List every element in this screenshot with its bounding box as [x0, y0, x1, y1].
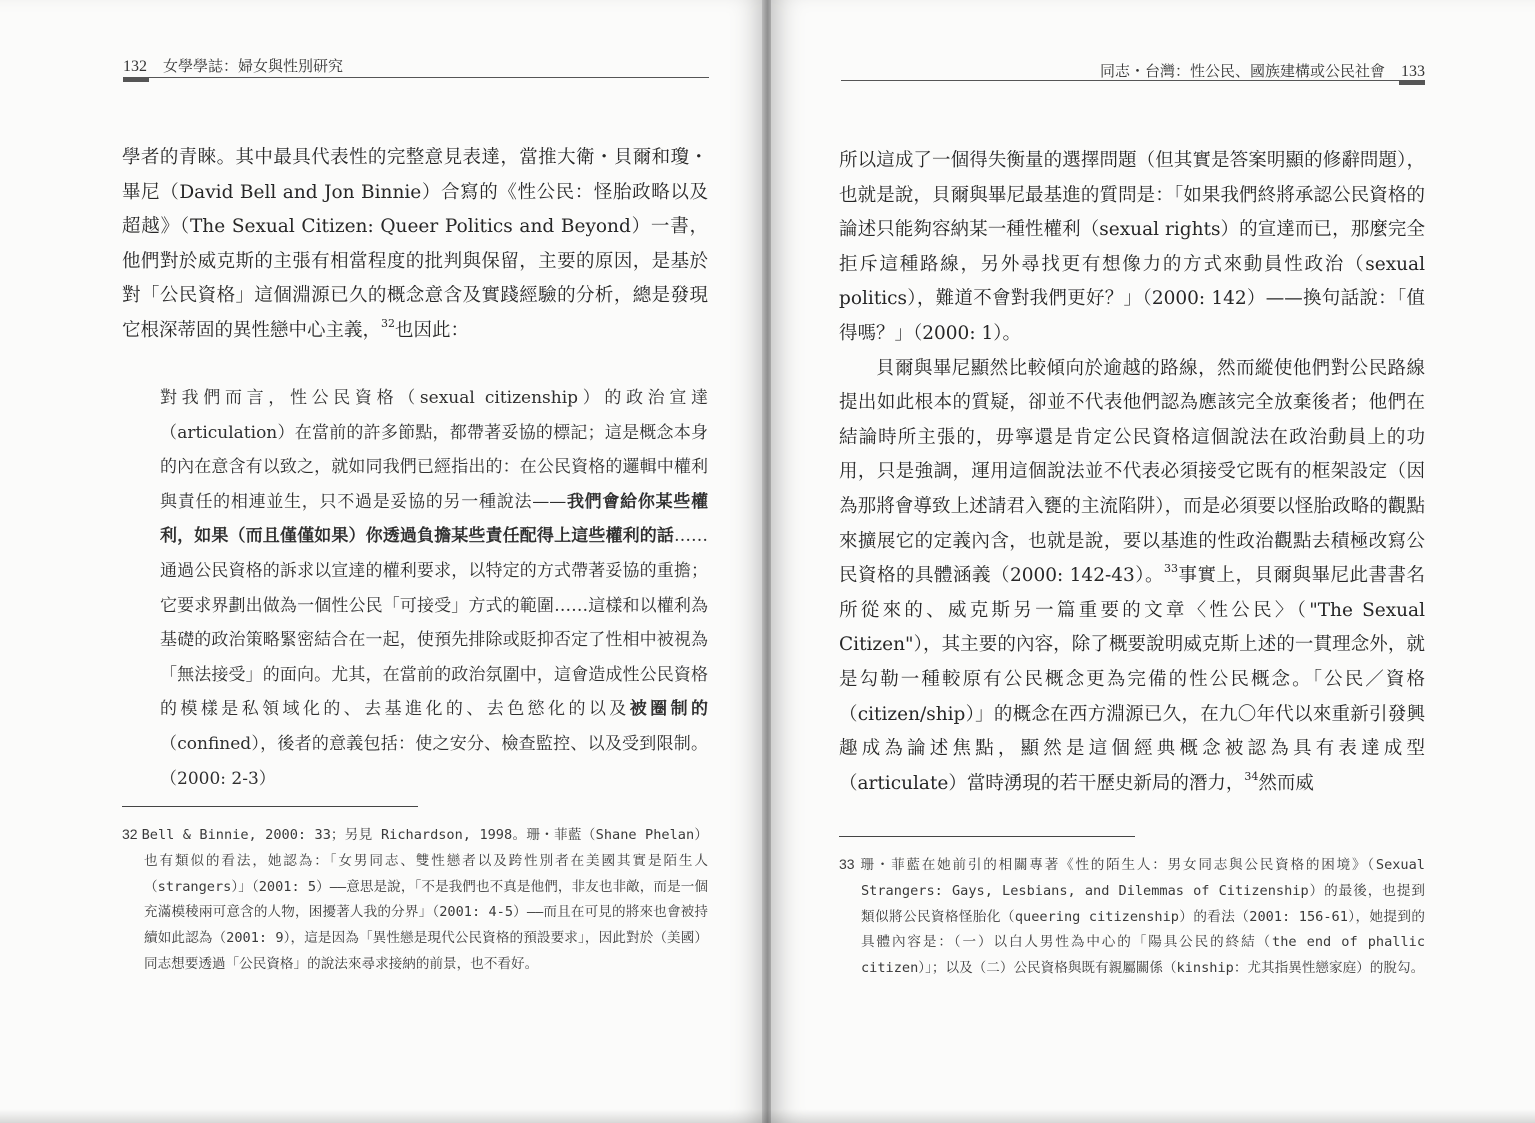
footnote-rule	[122, 806, 418, 807]
quote-emphasis: 被圈制的	[629, 699, 709, 720]
footnote	[122, 822, 708, 978]
paragraph	[122, 141, 708, 349]
page-bottom-shadow	[0, 1109, 1535, 1123]
footnote-ref: 33	[1164, 562, 1179, 576]
body-text	[839, 144, 1425, 801]
block-quote	[160, 381, 708, 796]
footnote-text: 珊・菲藍在她前引的相關專著《性的陌生人：男女同志與公民資格的困境》（Sexual Strangers: Gays, Lesbians, and Dilemmas of Citizenship）的最後，也提到類似將公民資格怪胎化（queering citizenship）的看法（2001: 156-61），她提到的具體內容是：（一）以白人男性為中心的「陽具公民的終結（the end of phallic citizen）」；以及（二）公民資格與既有親屬關係（kinship：尤其指異性戀家庭）的脫勾。	[858, 857, 1425, 977]
quote-emphasis: 我們會給你某些權利，如果（而且僅僅如果）你透過負擔某些責任配得上這些權利的話	[160, 491, 709, 547]
body-text	[122, 141, 708, 349]
footnote-text: Bell & Binnie, 2000: 33；另見 Richardson, 1998。珊・菲藍（Shane Phelan）也有類似的看法，她認為：「女男同志、雙性戀者以及跨性別者在美國其實是陌生人（strangers）」（2001: 5）——意思是說，「不是我們也不真是他們，非友也非敵，而是一個充滿模稜兩可意含的人物，困擾著人我的分界」（2001: 4-5）——而且在可見的將來也會被持續如此認為（2001: 9），這是因為「異性戀是現代公民資格的預設要求」，因此對於（美國）同志想要透過「公民資格」的說法來尋求接納的前景，也不看好。	[141, 827, 708, 972]
paragraph-text: 貝爾與畢尼顯然比較傾向於逾越的路線，然而縱使他們對公民路線提出如此根本的質疑，卻並不代表他們認為應該完全放棄後者；他們在結論時所主張的，毋寧還是肯定公民資格這個說法在政治動員上的功用，只是強調，運用這個說法並不代表必須接受它既有的框架設定（因為那將會導致上述請君入甕的主流陷阱），而是必須要以怪胎政略的觀點來擴展它的定義內含，也就是說，要以基進的性政治觀點去積極改寫公民資格的具體涵義（2000: 142-43）。	[839, 357, 1425, 587]
footnote-number: 32	[122, 826, 138, 842]
right-page	[771, 0, 1535, 1123]
footnote-ref: 34	[1244, 769, 1259, 783]
page-number: 132	[123, 58, 147, 75]
running-head	[123, 55, 343, 76]
paragraph	[839, 352, 1425, 802]
footnote-ref: 32	[381, 316, 396, 330]
footnote-number: 33	[839, 856, 855, 872]
footnote-rule	[839, 836, 1135, 837]
header-rule	[123, 77, 709, 78]
paragraph-text: 事實上，貝爾與畢尼此書書名所從來的、威克斯另一篇重要的文章〈性公民〉（"The Sexual Citizen"），其主要的內容，除了概要說明威克斯上述的一貫理念外，就是勾勒一種較原有公民概念更為完備的性公民概念。「公民／資格（citizen/ship）」的概念在西方淵源已久，在九〇年代以來重新引發興趣成為論述焦點，顯然是這個經典概念被認為具有表達成型（articulate）當時湧現的若干歷史新局的潛力，	[839, 565, 1425, 794]
left-page	[0, 0, 764, 1123]
footnote-paragraph	[839, 852, 1425, 982]
header-tab-mark	[123, 78, 149, 82]
quote-text: ……通過公民資格的訴求以宣達的權利要求，以特定的方式帶著妥協的重擔；它要求界劃出做為一個性公民「可接受」方式的範圍……這樣和以權利為基礎的政治策略緊密結合在一起，使預先排除或貶抑否定了性相中被視為「無法接受」的面向。尤其，在當前的政治氛圍中，這會造成性公民資格的模樣是私領域化的、去基進化的、去色慾化的以及	[160, 526, 708, 720]
page-number: 133	[1401, 63, 1425, 80]
running-head-title: 同志・台灣：性公民、國族建構或公民社會	[1099, 62, 1385, 80]
running-head-title: 女學學誌：婦女與性別研究	[163, 57, 344, 75]
footnote-paragraph	[122, 822, 708, 978]
paragraph-text: 學者的青睞。其中最具代表性的完整意見表達，當推大衛・貝爾和瓊・畢尼（David Bell and Jon Binnie）合寫的《性公民：怪胎政略以及超越》（The Sexual Citizen: Queer Politics and Beyond）一書，他們對於威克斯的主張有相當程度的批判與保留，主要的原因，是基於對「公民資格」這個淵源已久的概念意含及實踐經驗的分析，總是發現它根深蒂固的異性戀中心主義，	[122, 147, 708, 341]
quote-text: （confined），後者的意義包括：使之安分、檢查監控、以及受到限制。（2000: 2-3）	[160, 733, 708, 789]
paragraph-tail: 也因此：	[395, 319, 470, 341]
paragraph: 所以這成了一個得失衡量的選擇問題（但其實是答案明顯的修辭問題），也就是說，貝爾與畢尼最基進的質問是：「如果我們終將承認公民資格的論述只能夠容納某一種性權利（sexual rights）的宣達而已，那麼完全拒斥這種路線，另外尋找更有想像力的方式來動員性政治（sexual politics），難道不會對我們更好？」（2000: 142）——換句話說：「值得嗎？」（2000: 1）。	[839, 150, 1425, 344]
header-tab-mark	[1399, 81, 1425, 85]
header-rule	[841, 80, 1425, 81]
paragraph-tail: 然而威	[1258, 772, 1314, 794]
quote-text: 對我們而言，性公民資格（sexual citizenship）的政治宣達（articulation）在當前的許多節點，都帶著妥協的標記；這是概念本身的內在意含有以致之，就如同我們已經指出的：在公民資格的邏輯中權利與責任的相連並生，只不過是妥協的另一種說法——	[160, 388, 708, 512]
footnote	[839, 852, 1425, 982]
running-head	[1100, 60, 1425, 81]
quote-paragraph	[160, 381, 708, 796]
